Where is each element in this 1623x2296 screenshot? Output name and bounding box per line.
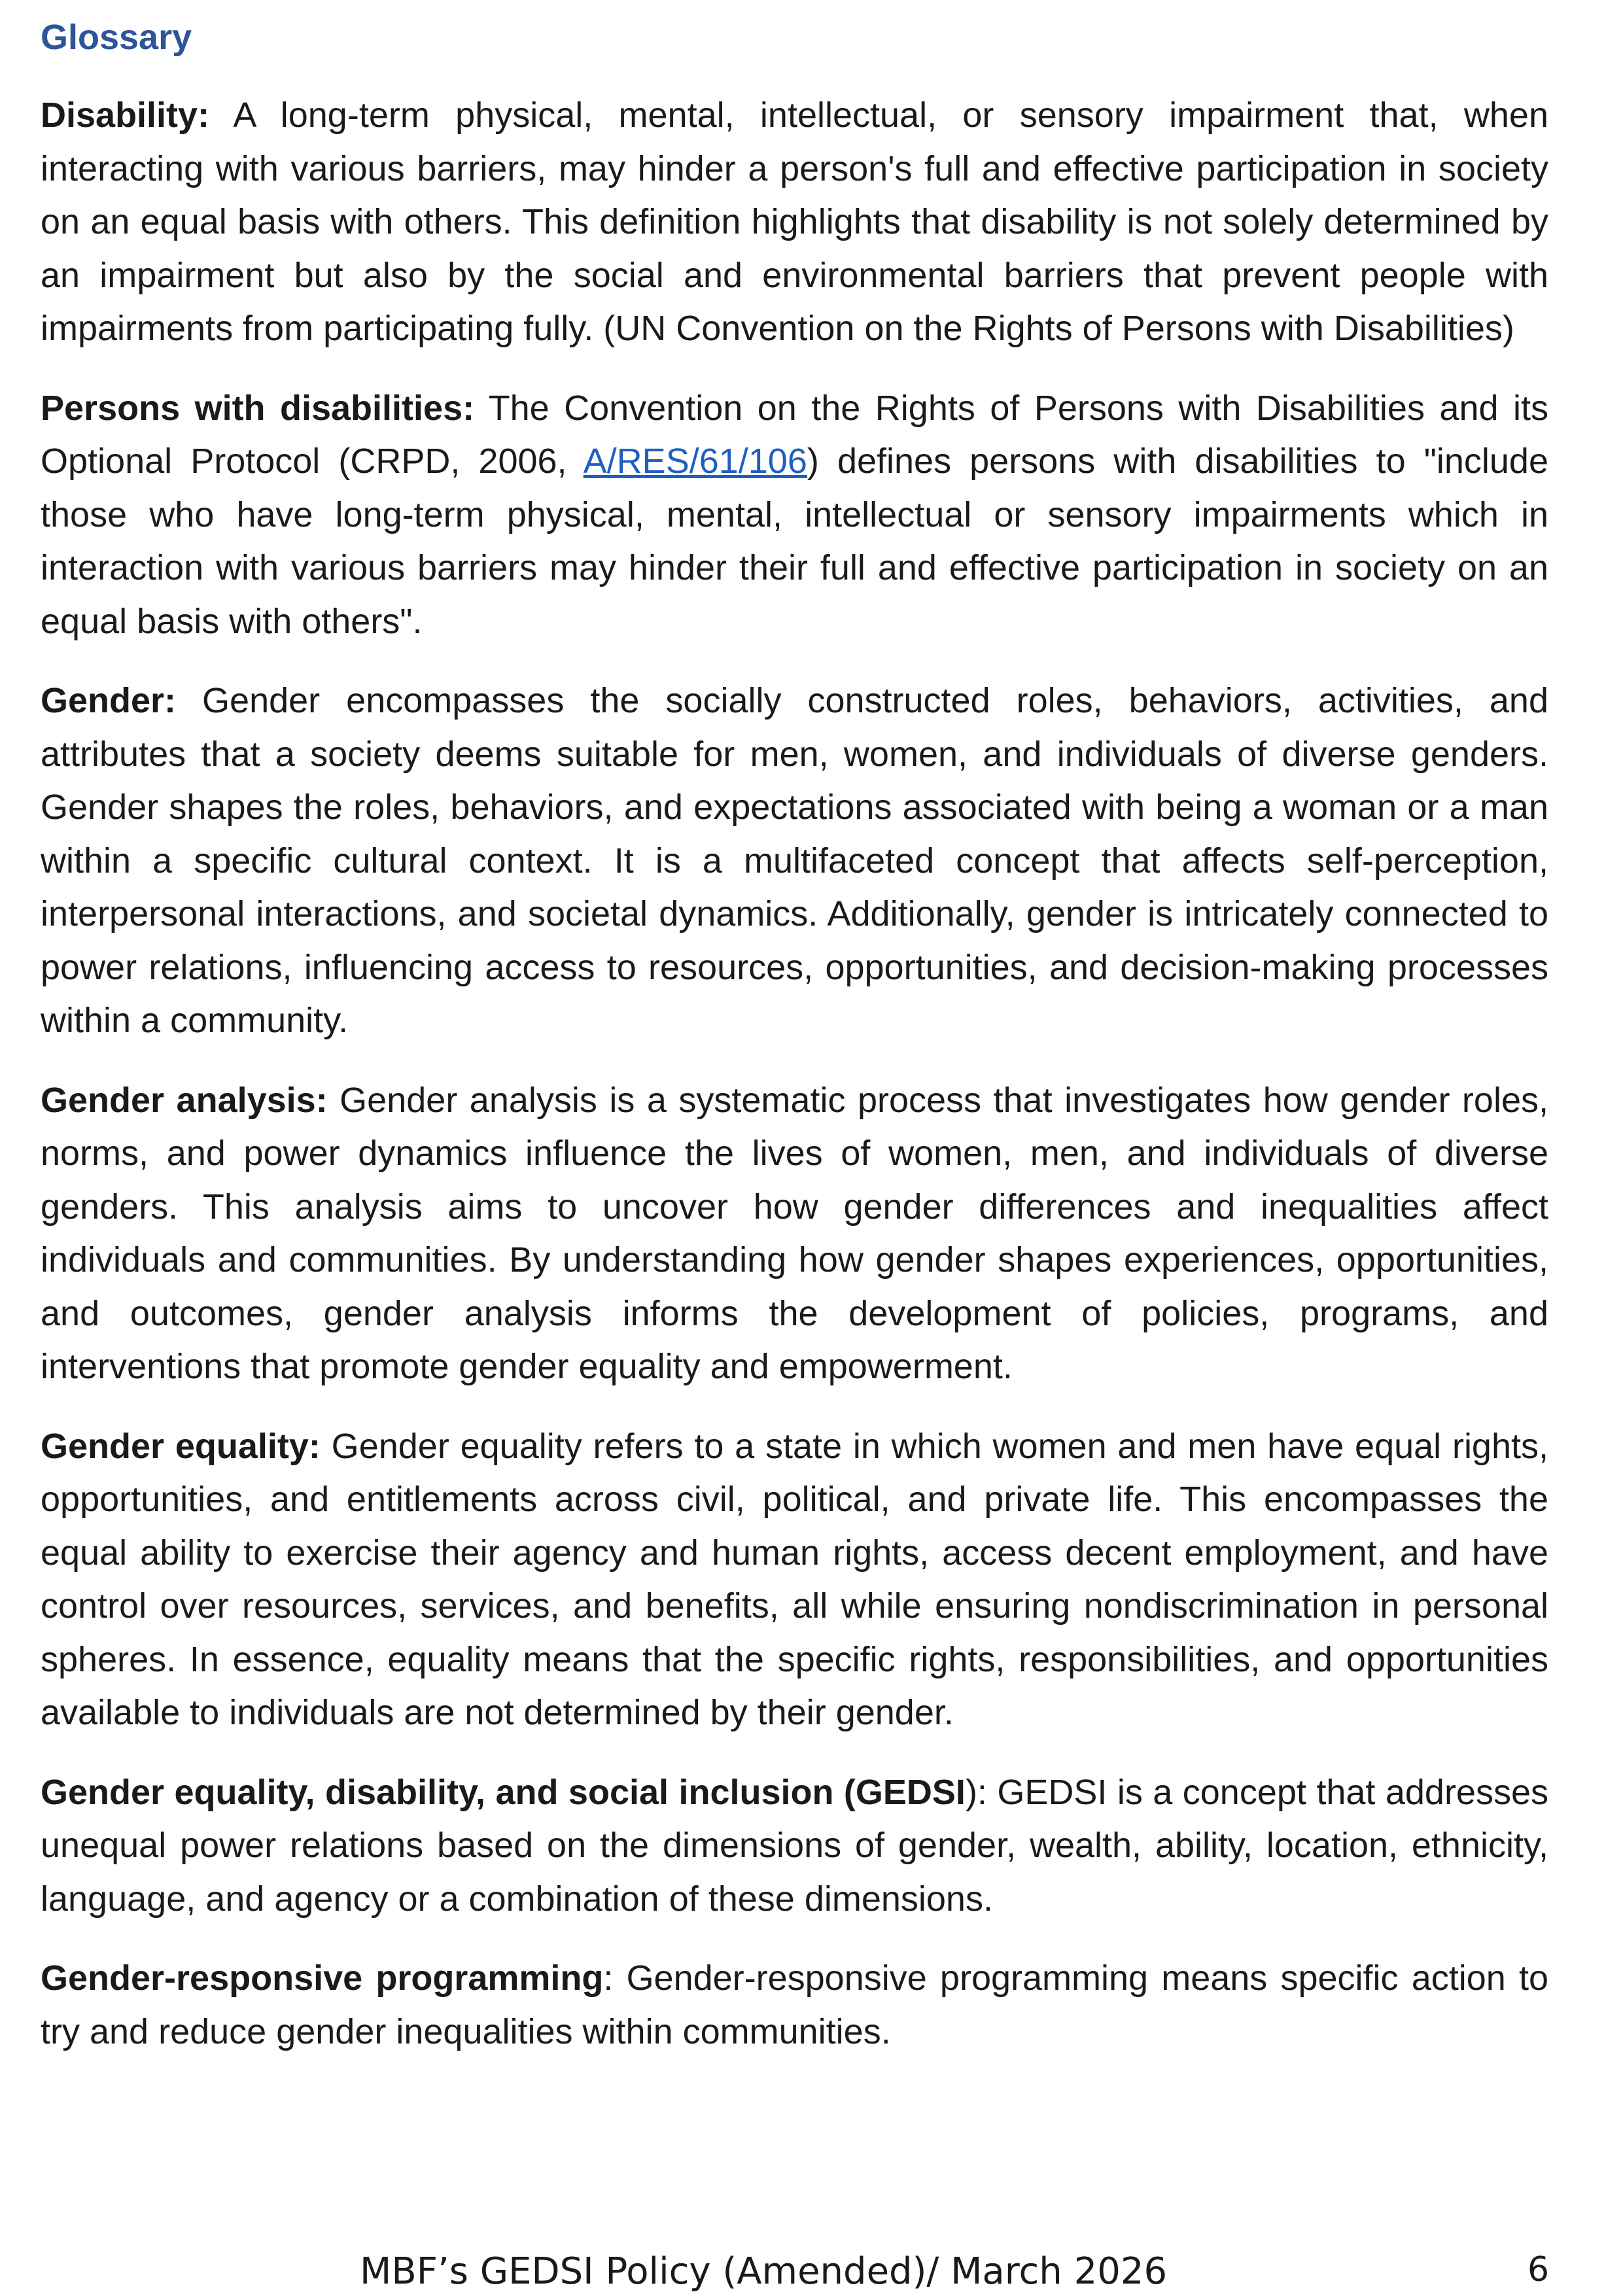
entry-definition: Gender analysis is a systematic process that investigates how gender roles, norms, and power dynamics influence the lives of women, men, and individuals of diverse genders. This analysis aims to uncover how gender differences and inequalities affect individuals and communities. By understanding how gender shapes experiences, opportunities, and outcomes, gender analysis informs the development of policies, programs, and interventions that promote gender equality and empowerment. — [41, 1080, 1548, 1386]
page-footer — [0, 2250, 1623, 2296]
entry-term: Gender: — [41, 681, 177, 720]
entry-definition: ): GEDSI is a concept that addresses unequal power relations based on the dimensions of gender, wealth, ability, location, ethnicity, language, and agency or a combination of these dimensions. — [41, 1772, 1548, 1919]
glossary-heading: Glossary — [41, 18, 192, 57]
entry-definition: Gender equality refers to a state in which women and men have equal rights, opportunities, and entitlements across civil, political, and private life. This encompasses the equal ability to exercise their agency and human rights, access decent employment, and have control over resources, services, and benefits, all while ensuring nondiscrimination in personal spheres. In essence, equality means that the specific rights, responsibilities, and opportunities available to individuals are not determined by their gender. — [41, 1426, 1549, 1732]
entry-term: Persons with disabilities: — [41, 388, 475, 428]
entry-definition: A long-term physical, mental, intellectual, or sensory impairment that, when interacting with various barriers, may hinder a person's full and effective participation in society on an equal basis with others. This definition highlights that disability is not solely determined by an impairment but also by the social and environmental barriers that prevent people with impairments from participating fully. (UN Convention on the Rights of Persons with Disabilities) — [41, 96, 1548, 348]
entry-term: Gender analysis: — [41, 1080, 328, 1120]
glossary-entry-gender-responsive-programming — [41, 1952, 1548, 2059]
entry-definition: The Convention on the Rights of Persons with Disabilities and its Optional Protocol (CRPD, 2006, — [41, 388, 1548, 481]
entry-definition: : Gender-responsive programming means specific action to try and reduce gender inequalities within communities. — [41, 1958, 1548, 2051]
footer-document-title: MBF’s GEDSI Policy (Amended)/ March 2026 — [360, 2250, 1168, 2293]
entry-term: Disability: — [41, 96, 210, 135]
glossary-entry-gender — [41, 674, 1548, 1048]
glossary-entry-gender-analysis — [41, 1074, 1548, 1394]
document-page — [41, 14, 1548, 2085]
glossary-entry-gender-equality — [41, 1420, 1548, 1740]
glossary-entry-gedsi — [41, 1766, 1548, 1926]
entry-definition: Gender encompasses the socially constructed roles, behaviors, activities, and attributes that a society deems suitable for men, women, and individuals of diverse genders. Gender shapes the roles, behaviors, and expectations associated with being a woman or a man within a specific cultural context. It is a multifaceted concept that affects self-perception, interpersonal interactions, and societal dynamics. Additionally, gender is intricately connected to power relations, influencing access to resources, opportunities, and decision-making processes within a community. — [41, 681, 1548, 1040]
entry-term: Gender-responsive programming — [41, 1958, 604, 1998]
entry-term: Gender equality: — [41, 1426, 321, 1466]
entry-term: Gender equality, disability, and social inclusion (GEDSI — [41, 1772, 966, 1812]
glossary-entry-persons-with-disabilities — [41, 382, 1548, 649]
entry-definition-continued: ) defines persons with disabilities to "include those who have long-term physical, mental, intellectual or sensory impairments which in interaction with various barriers may hinder their full and effective participation in society on an equal basis with others". — [41, 442, 1548, 641]
resolution-link[interactable]: A/RES/61/106 — [583, 442, 807, 481]
glossary-entry-disability — [41, 89, 1548, 356]
page-number: 6 — [1527, 2250, 1550, 2289]
